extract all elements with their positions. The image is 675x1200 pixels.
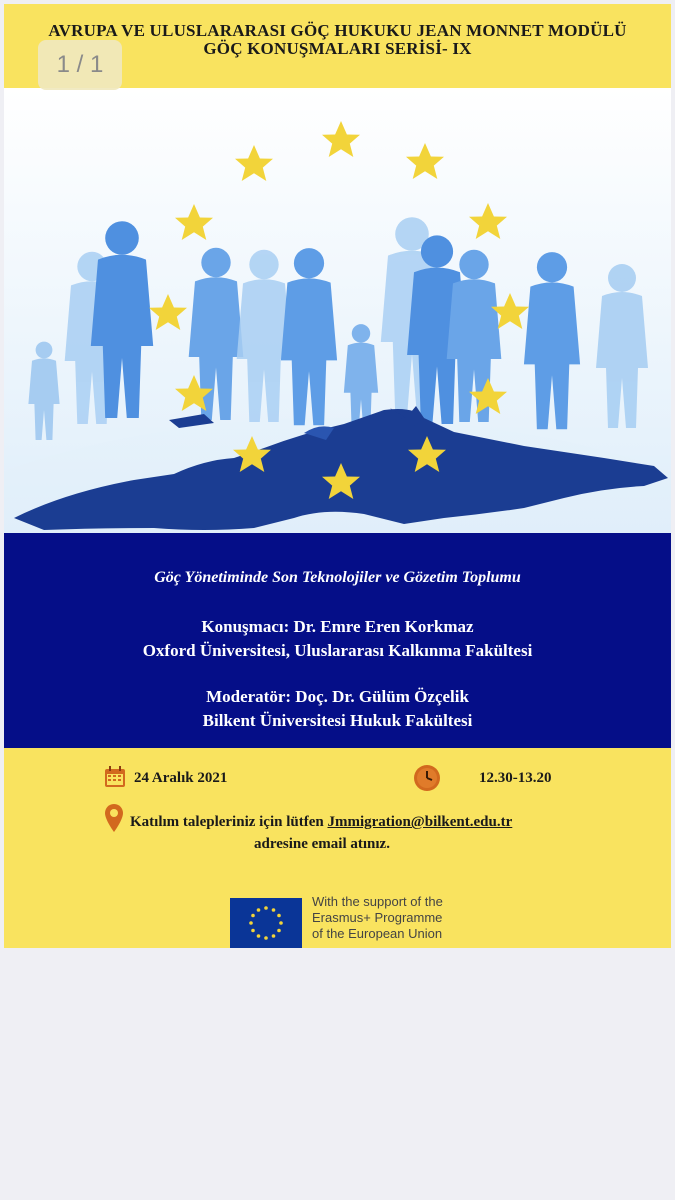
speaker-name: Konuşmacı: Dr. Emre Eren Korkmaz bbox=[201, 617, 474, 636]
support-line-1: With the support of the bbox=[312, 894, 443, 909]
moderator-name: Moderatör: Doç. Dr. Gülüm Özçelik bbox=[206, 687, 469, 706]
speaker-affiliation: Oxford Üniversitesi, Uluslararası Kalkınma Fakültesi bbox=[142, 641, 533, 660]
details-band bbox=[4, 533, 671, 748]
participation-text bbox=[130, 814, 512, 831]
moderator-affiliation: Bilkent Üniversitesi Hukuk Fakültesi bbox=[202, 711, 473, 730]
event-info-band bbox=[4, 748, 671, 948]
event-time: 12.30-13.20 bbox=[479, 770, 552, 786]
support-line-3: of the European Union bbox=[312, 926, 443, 941]
poster-image[interactable] bbox=[4, 4, 671, 948]
support-line-2: Erasmus+ Programme bbox=[312, 910, 443, 925]
clock-icon bbox=[413, 764, 441, 792]
participation-suffix: adresine email atınız. bbox=[254, 836, 390, 852]
title-line-1: AVRUPA VE ULUSLARARASI GÖÇ HUKUKU JEAN MONNET MODÜLÜ bbox=[48, 21, 627, 40]
event-date: 24 Aralık 2021 bbox=[134, 770, 228, 786]
location-pin-icon bbox=[104, 803, 124, 833]
participation-prefix: Katılım talepleriniz için lütfen bbox=[130, 814, 328, 830]
calendar-icon bbox=[104, 766, 126, 788]
page-indicator: 1 / 1 bbox=[38, 40, 122, 90]
hero-illustration bbox=[4, 88, 671, 534]
talk-title: Göç Yönetiminde Son Teknolojiler ve Gözetim Toplumu bbox=[154, 569, 521, 586]
title-line-2: GÖÇ KONUŞMALARI SERİSİ- IX bbox=[203, 39, 472, 58]
eu-people-map-illustration bbox=[4, 88, 671, 534]
email-link[interactable]: Jmmigration@bilkent.edu.tr bbox=[327, 814, 513, 830]
eu-flag-icon bbox=[230, 898, 302, 948]
erasmus-support-text bbox=[312, 894, 443, 942]
